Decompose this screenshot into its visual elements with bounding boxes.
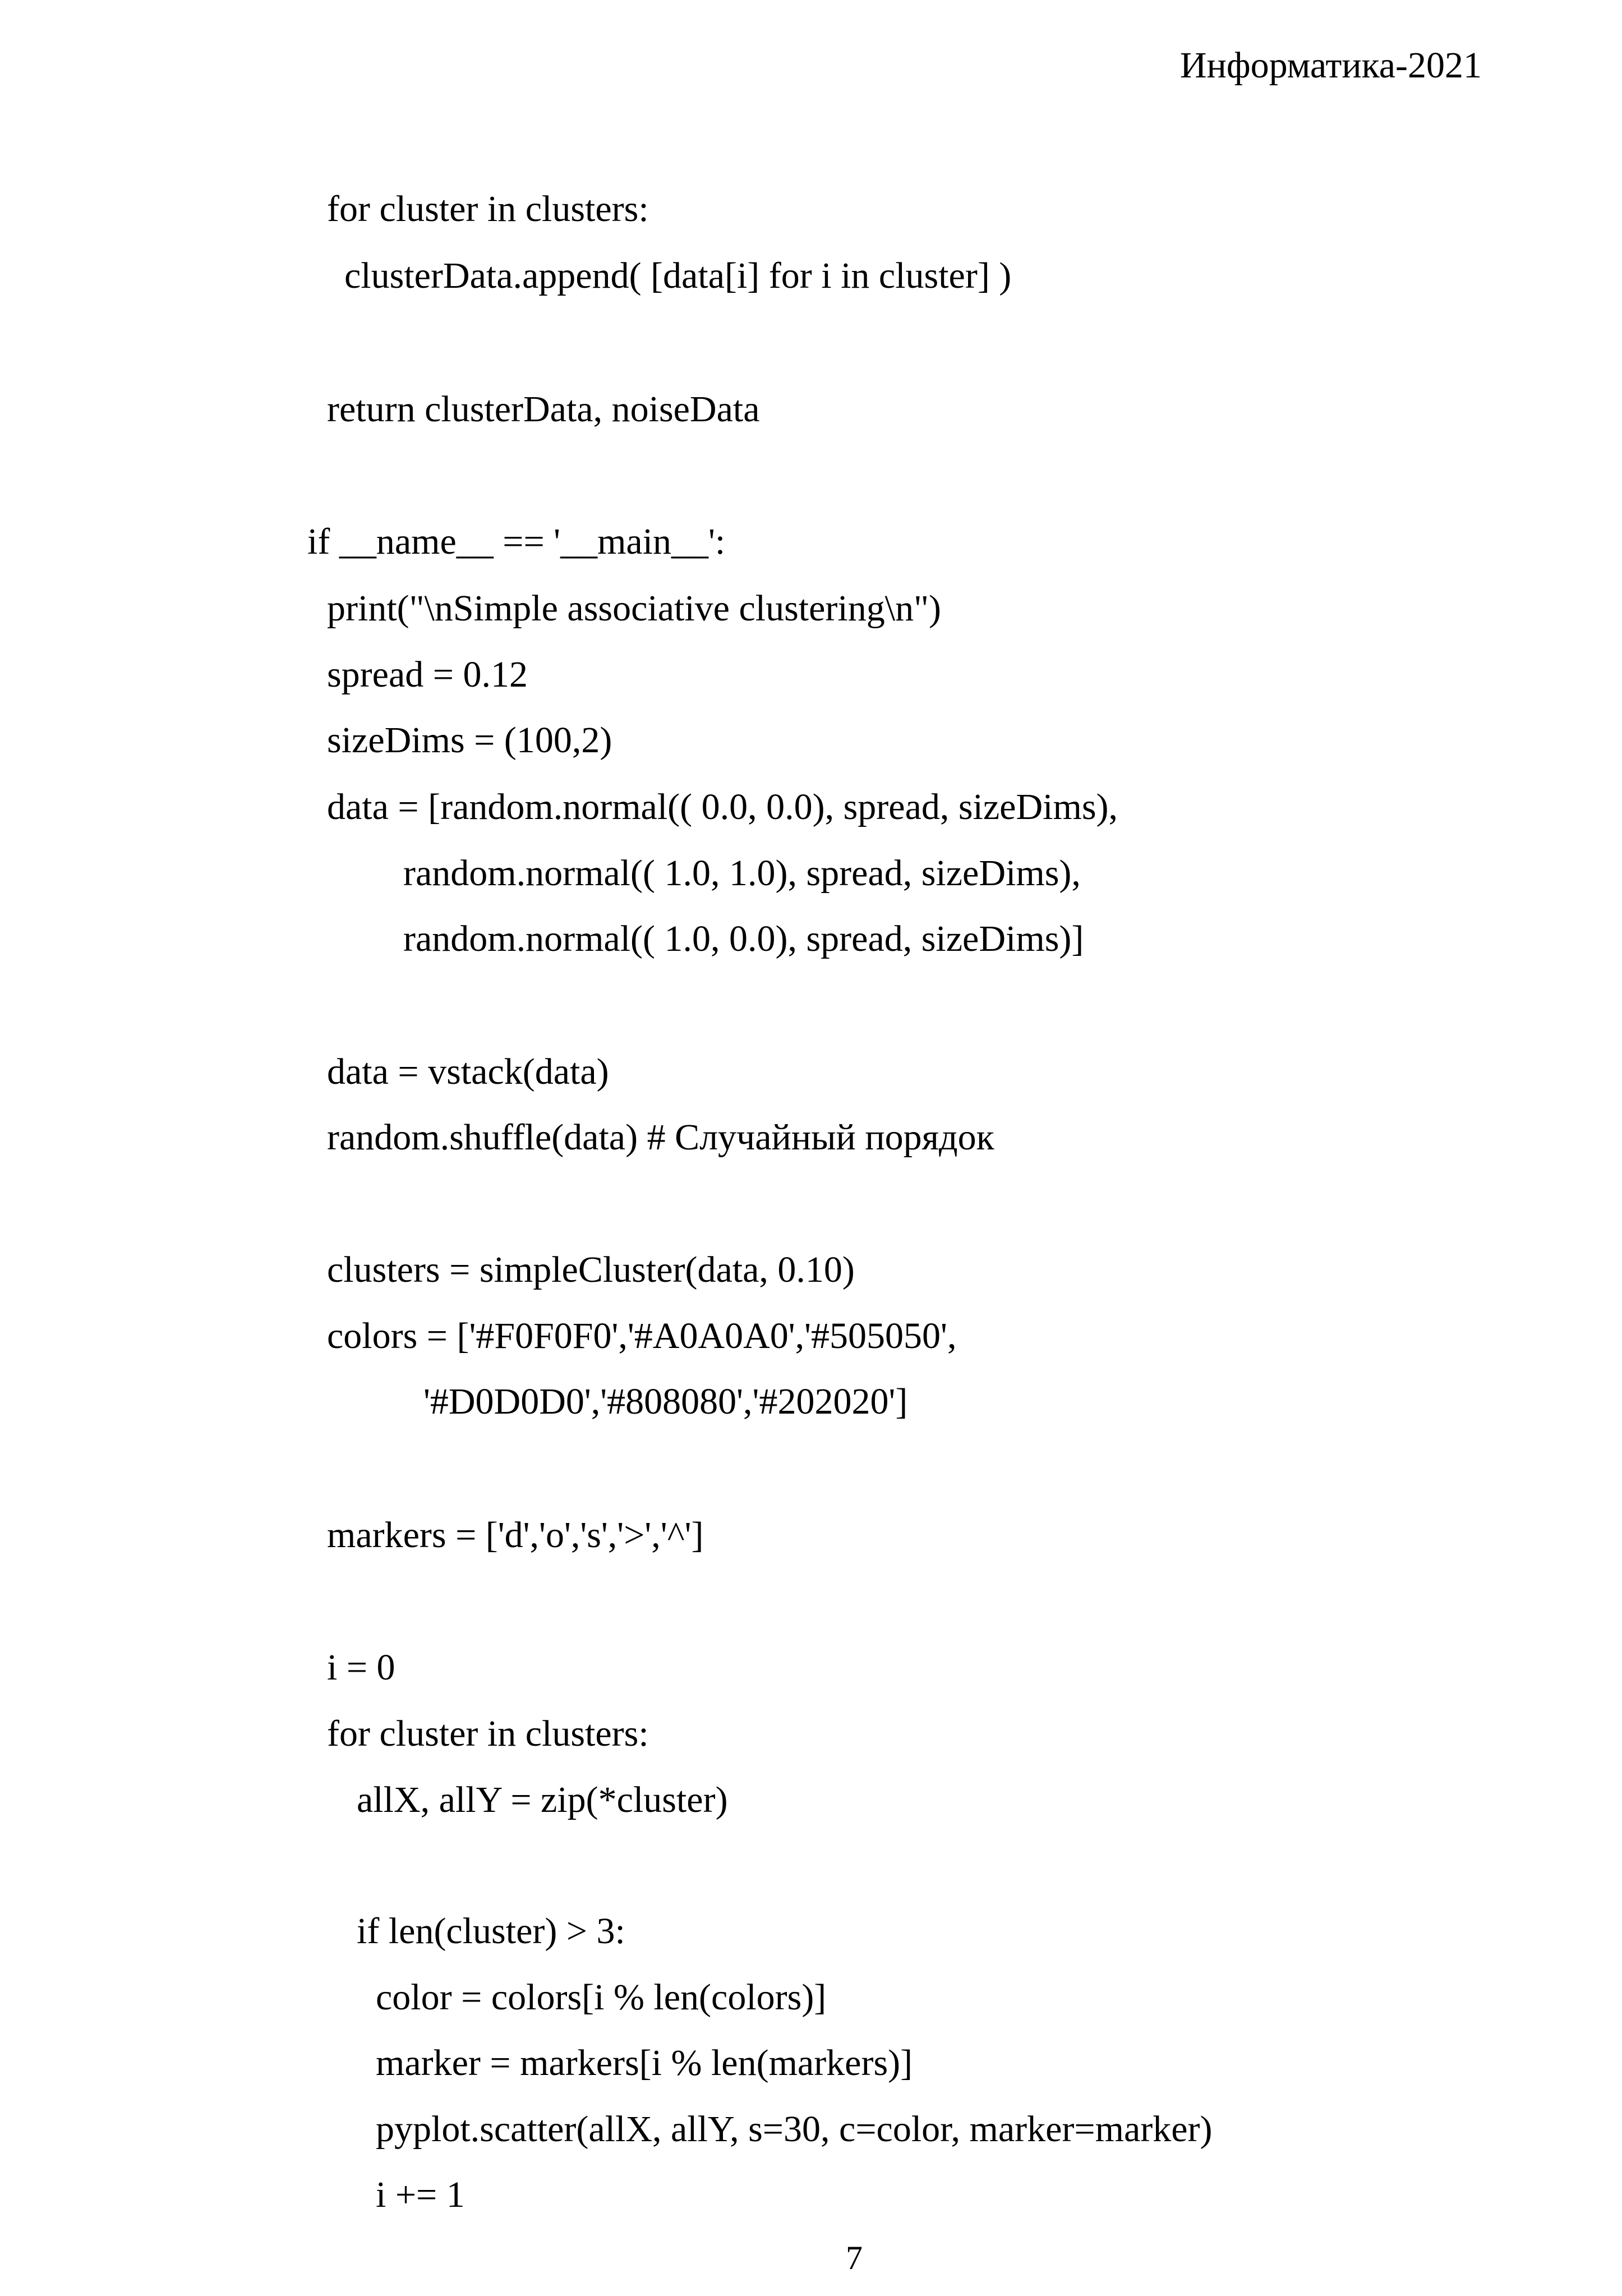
code-line: color = colors[i % len(colors)] <box>376 1977 827 2018</box>
code-line: i = 0 <box>327 1647 395 1688</box>
code-line: markers = ['d','o','s','>','^'] <box>327 1515 704 1556</box>
code-line: sizeDims = (100,2) <box>327 720 612 761</box>
code-line: allX, allY = zip(*cluster) <box>357 1779 728 1820</box>
code-line: clusters = simpleCluster(data, 0.10) <box>327 1249 855 1290</box>
code-line: spread = 0.12 <box>327 654 528 695</box>
code-line: print("\nSimple associative clustering\n") <box>327 588 941 629</box>
code-line: data = vstack(data) <box>327 1051 609 1092</box>
code-line: i += 1 <box>376 2174 465 2215</box>
page-number: 7 <box>846 2239 863 2276</box>
code-line: '#D0D0D0','#808080','#202020'] <box>423 1381 908 1422</box>
code-line: for cluster in clusters: <box>327 188 649 229</box>
code-line: random.normal(( 1.0, 1.0), spread, sizeDims), <box>403 853 1081 894</box>
code-line: data = [random.normal(( 0.0, 0.0), spread, sizeDims), <box>327 786 1118 827</box>
code-line: return clusterData, noiseData <box>327 389 760 430</box>
code-line: marker = markers[i % len(markers)] <box>376 2042 913 2083</box>
code-line: random.shuffle(data) # Случайный порядок <box>327 1117 994 1158</box>
code-line: if __name__ == '__main__': <box>307 521 726 562</box>
code-line: for cluster in clusters: <box>327 1713 649 1754</box>
code-line: clusterData.append( [data[i] for i in cluster] ) <box>344 255 1012 296</box>
page-header-title: Информатика-2021 <box>1179 45 1482 86</box>
code-line: if len(cluster) > 3: <box>357 1911 625 1952</box>
code-line: pyplot.scatter(allX, allY, s=30, c=color, marker=marker) <box>376 2109 1213 2150</box>
code-line: colors = ['#F0F0F0','#A0A0A0','#505050', <box>327 1315 957 1356</box>
code-line: random.normal(( 1.0, 0.0), spread, sizeDims)] <box>403 918 1084 959</box>
